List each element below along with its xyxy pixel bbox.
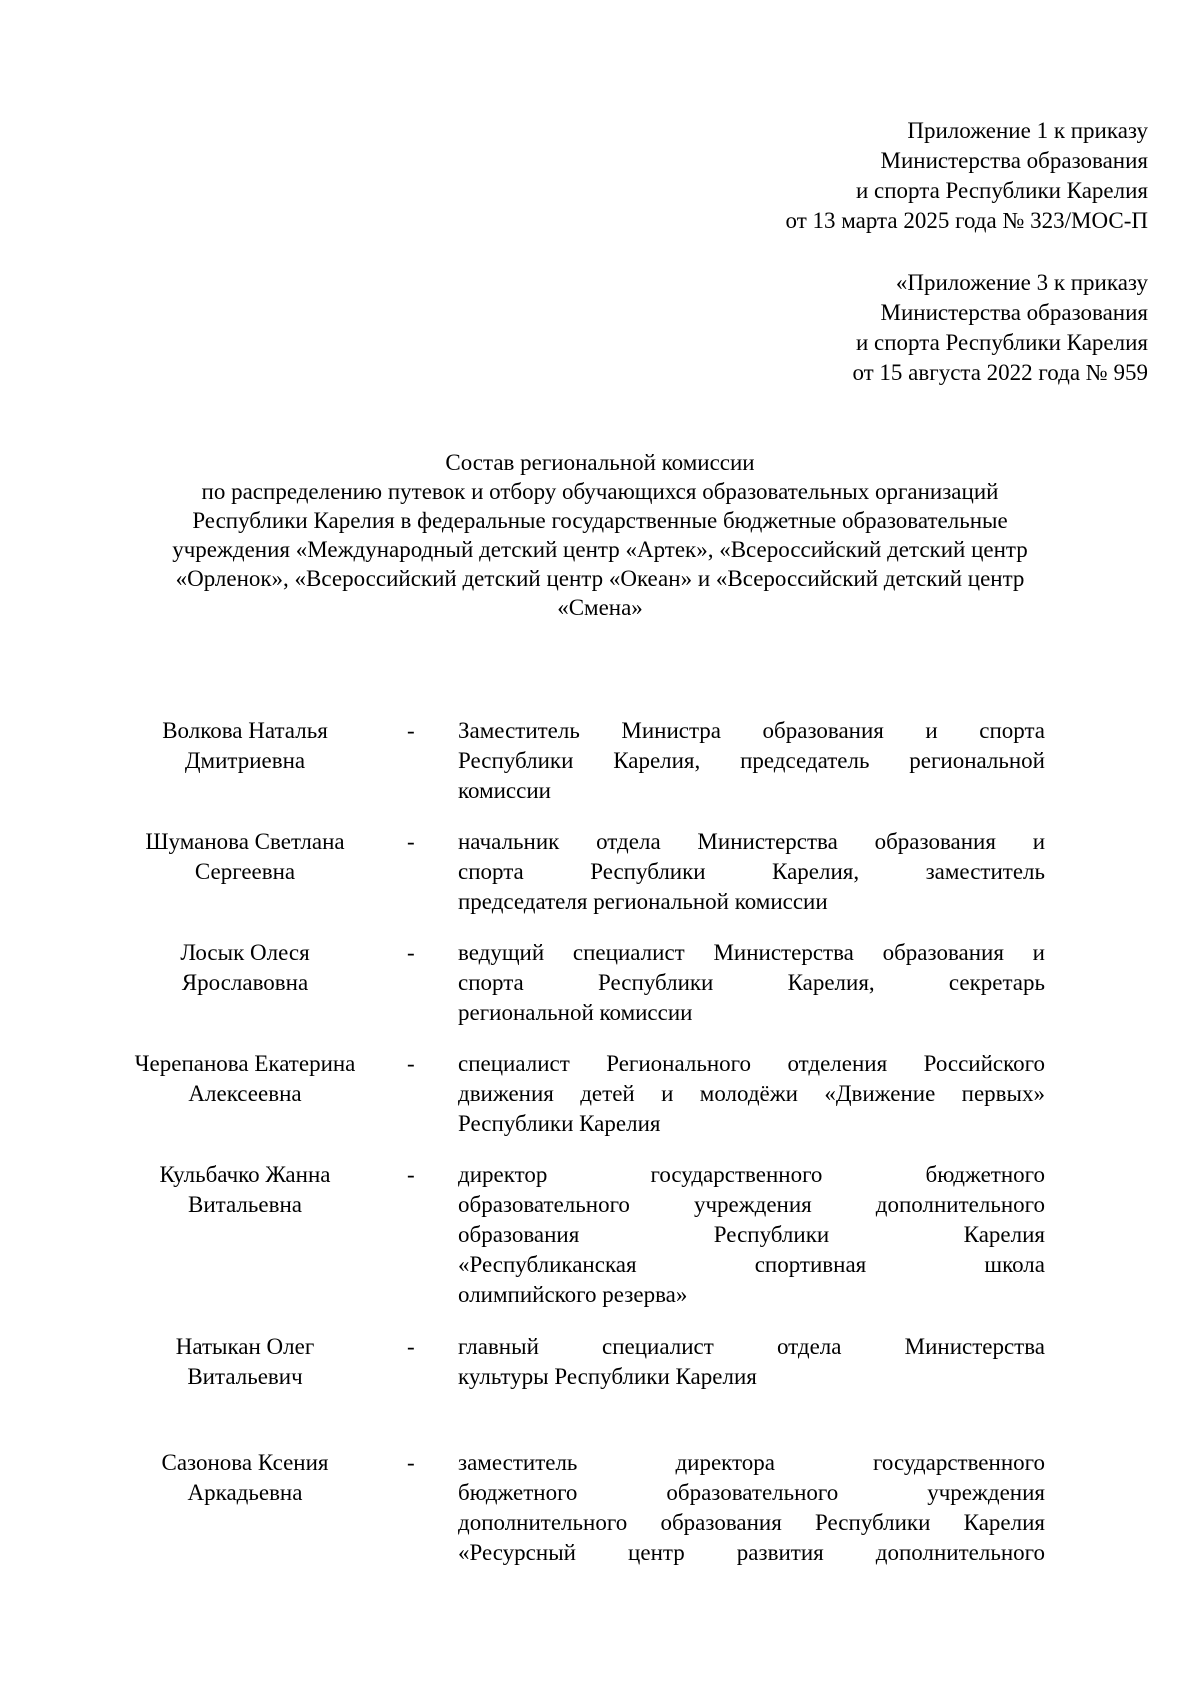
title-line: по распределению путевок и отбору обучающихся образовательных организаций [201,479,999,504]
member-dash: - [407,718,415,743]
member-dash: - [407,940,415,965]
member-name [100,716,390,776]
member-role-line: «Республиканская спортивная школа [458,1252,1045,1277]
member-role [458,1332,1045,1392]
member-name-line: Дмитриевна [184,748,306,773]
appendix-1-line: от 13 марта 2025 года № 323/МОС-П [785,208,1148,233]
member-role-line: Республики Карелия, председатель региональной [458,748,1045,773]
appendix-3-line: «Приложение 3 к приказу [895,270,1148,295]
title-line: «Смена» [557,595,643,620]
member-name-line: Аркадьевна [187,1480,303,1505]
member-role-line: Республики Карелия [458,1111,661,1136]
member-name-line: Шуманова Светлана [145,829,345,854]
member-dash: - [407,1051,415,1076]
member-dash: - [407,1334,415,1359]
member-role [458,1448,1045,1568]
member-role-line: комиссии [458,778,551,803]
member-name [100,1332,390,1392]
member-name [100,1160,390,1220]
member-role-line: дополнительного образования Республики Карелия [458,1510,1045,1535]
member-dash: - [407,829,415,854]
member-dash: - [407,1162,415,1187]
member-name-line: Лосык Олеся [180,940,310,965]
member-role [458,716,1045,806]
member-role-line: специалист Регионального отделения Российского [458,1051,1045,1076]
member-role [458,827,1045,917]
appendix-1-line: Министерства образования [880,148,1148,173]
member-role-line: образовательного учреждения дополнительного [458,1192,1045,1217]
appendix-3-header [852,268,1148,388]
member-role-line: председателя региональной комиссии [458,889,828,914]
member-name-line: Сазонова Ксения [161,1450,329,1475]
member-role-line: региональной комиссии [458,1000,693,1025]
appendix-1-header [786,116,1149,236]
appendix-1-line: Приложение 1 к приказу [907,118,1148,143]
member-name [100,1049,390,1109]
document-title [130,448,1070,622]
member-role-line: спорта Республики Карелия, заместитель [458,859,1045,884]
member-role-line: бюджетного образовательного учреждения [458,1480,1045,1505]
title-line: учреждения «Международный детский центр «Артек», «Всероссийский детский центр [172,537,1028,562]
member-role-line: культуры Республики Карелия [458,1364,757,1389]
member-name-line: Алексеевна [188,1081,302,1106]
member-role [458,1160,1045,1310]
appendix-3-line: и спорта Республики Карелия [855,330,1148,355]
member-role-line: начальник отдела Министерства образования и [458,829,1045,854]
title-line: Республики Карелия в федеральные государственные бюджетные образовательные [192,508,1008,533]
member-name-line: Волкова Наталья [162,718,328,743]
member-role-line: заместитель директора государственного [458,1450,1045,1475]
member-role-line: образования Республики Карелия [458,1222,1045,1247]
title-line: Состав региональной комиссии [445,450,755,475]
member-role-line: движения детей и молодёжи «Движение первых» [458,1081,1045,1106]
appendix-3-line: Министерства образования [880,300,1148,325]
member-role-line: спорта Республики Карелия, секретарь [458,970,1045,995]
member-name [100,827,390,887]
member-name-line: Сергеевна [194,859,296,884]
member-role [458,938,1045,1028]
member-name-line: Черепанова Екатерина [134,1051,356,1076]
member-dash: - [407,1450,415,1475]
member-name [100,1448,390,1508]
member-name-line: Кульбачко Жанна [159,1162,331,1187]
member-role-line: главный специалист отдела Министерства [458,1334,1045,1359]
member-name-line: Натыкан Олег [175,1334,315,1359]
appendix-3-line: от 15 августа 2022 года № 959 [852,360,1148,385]
member-role-line: ведущий специалист Министерства образования и [458,940,1045,965]
member-role-line: «Ресурсный центр развития дополнительного [458,1540,1045,1565]
member-name [100,938,390,998]
member-name-line: Витальевич [187,1364,303,1389]
member-role-line: директор государственного бюджетного [458,1162,1045,1187]
member-role [458,1049,1045,1139]
member-name-line: Витальевна [188,1192,302,1217]
member-role-line: олимпийского резерва» [458,1282,688,1307]
member-role-line: Заместитель Министра образования и спорта [458,718,1045,743]
member-name-line: Ярославовна [181,970,309,995]
appendix-1-line: и спорта Республики Карелия [855,178,1148,203]
title-line: «Орленок», «Всероссийский детский центр «Океан» и «Всероссийский детский центр [175,566,1025,591]
